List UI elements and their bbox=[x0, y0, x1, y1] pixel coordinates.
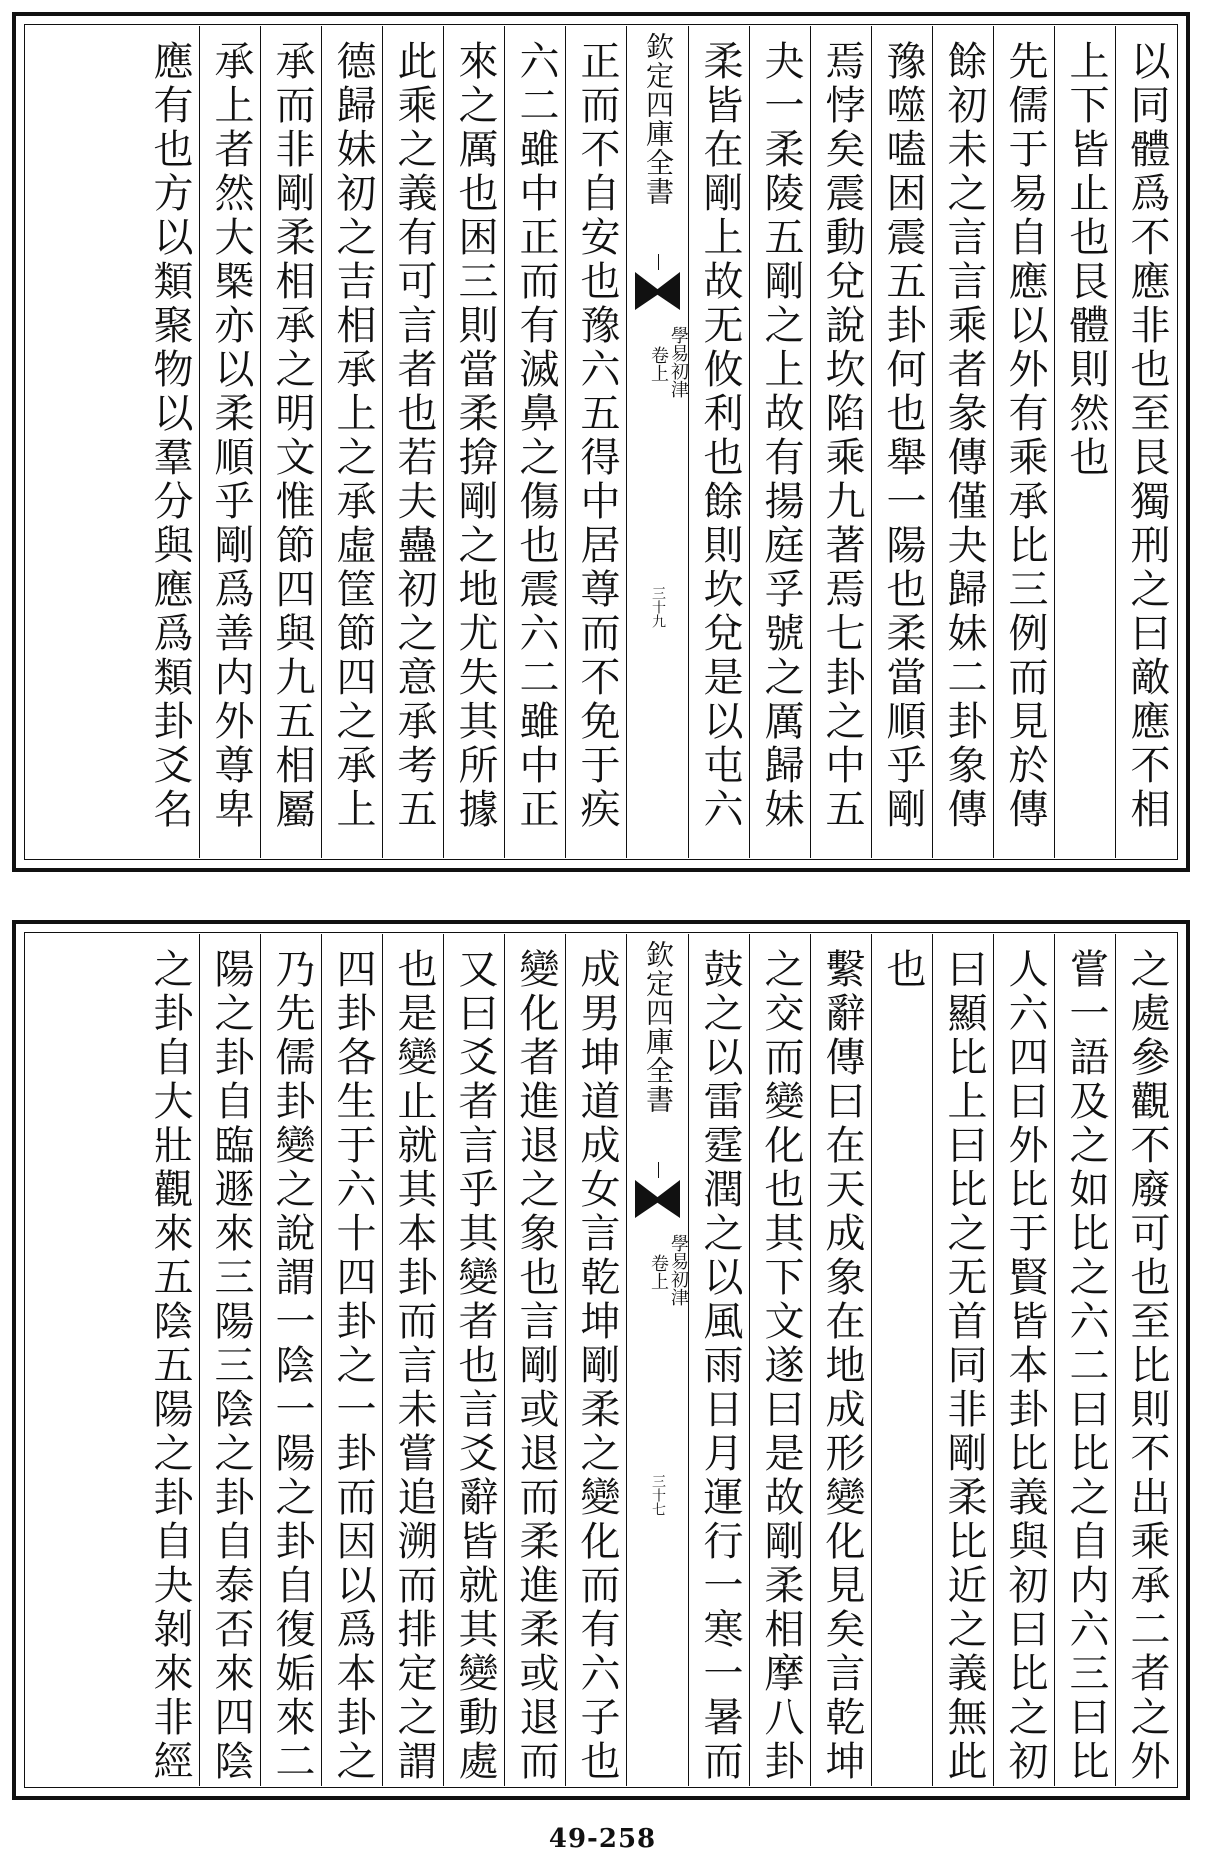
text-column: 上下皆止也艮體則然也 bbox=[1054, 26, 1115, 858]
bottom-page-frame bbox=[12, 920, 1190, 1800]
library-title: 欽定四庫全書 bbox=[642, 32, 675, 206]
text-column: 柔皆在剛上故无攸利也餘則坎兌是以屯六 bbox=[688, 26, 749, 858]
center-fold bbox=[626, 934, 688, 1786]
text-column: 也 bbox=[871, 934, 932, 1786]
fold-line bbox=[658, 254, 659, 270]
text-column: 德歸妹初之吉相承上之承虛筐節四之承上 bbox=[321, 26, 382, 858]
text-column: 成男坤道成女言乾坤剛柔之變化而有六子也 bbox=[565, 934, 626, 1786]
top-page-frame bbox=[12, 12, 1190, 872]
bottom-text-columns bbox=[26, 934, 1176, 1786]
text-column: 之處參觀不廢可也至比則不出乘承二者之外 bbox=[1115, 934, 1176, 1786]
library-title: 欽定四庫全書 bbox=[642, 940, 675, 1114]
text-column: 也是變止就其本卦而言未嘗追溯而排定之謂 bbox=[382, 934, 443, 1786]
text-column: 變化者進退之象也言剛或退而柔進柔或退而 bbox=[504, 934, 565, 1786]
book-title-text: 學易初津 bbox=[668, 326, 689, 398]
text-column: 人六四曰外比于賢皆本卦比義與初曰比之初 bbox=[993, 934, 1054, 1786]
text-column: 夬一柔陵五剛之上故有揚庭孚號之厲歸妹 bbox=[749, 26, 810, 858]
top-text-columns bbox=[26, 26, 1176, 858]
text-column: 之交而變化也其下文遂曰是故剛柔相摩八卦 bbox=[749, 934, 810, 1786]
text-column: 正而不自安也豫六五得中居尊而不免于疾 bbox=[565, 26, 626, 858]
text-column: 乃先儒卦變之說謂一陰一陽之卦自復姤來二 bbox=[260, 934, 321, 1786]
center-fold bbox=[626, 26, 688, 858]
fishtail-mark bbox=[635, 1180, 680, 1218]
text-column: 又曰爻者言乎其變者也言爻辭皆就其變動處 bbox=[443, 934, 504, 1786]
text-column: 之卦自大壯觀來五陰五陽之卦自夬剝來非經 bbox=[147, 948, 193, 1784]
text-column: 應有也方以類聚物以羣分與應爲類卦爻名 bbox=[147, 40, 193, 832]
page-number: 三十七 bbox=[650, 1474, 666, 1516]
text-column: 陽之卦自臨遯來三陽三陰之卦自泰否來四陰 bbox=[199, 934, 260, 1786]
book-title-text: 學易初津 bbox=[668, 1234, 689, 1306]
text-column: 此乘之義有可言者也若夫蠱初之意承考五 bbox=[382, 26, 443, 858]
text-column: 焉悖矣震動兌說坎陷乘九著焉七卦之中五 bbox=[810, 26, 871, 858]
text-column: 承上者然大槩亦以柔順乎剛爲善内外尊卑 bbox=[199, 26, 260, 858]
text-column: 餘初未之言言乘者彖傳僅夬歸妹二卦象傳 bbox=[932, 26, 993, 858]
text-column: 承而非剛柔相承之明文惟節四與九五相屬 bbox=[260, 26, 321, 858]
text-column: 嘗一語及之如比之六二曰比之自内六三曰比 bbox=[1054, 934, 1115, 1786]
fold-line bbox=[658, 1162, 659, 1178]
page-number: 三十九 bbox=[650, 586, 666, 628]
volume-label: 卷上 bbox=[648, 1254, 669, 1290]
footer-page-label: 49-258 bbox=[548, 1824, 657, 1854]
text-column: 先儒于易自應以外有乘承比三例而見於傳 bbox=[993, 26, 1054, 858]
book-title bbox=[627, 326, 688, 398]
text-column: 鼓之以雷霆潤之以風雨日月運行一寒一暑而 bbox=[688, 934, 749, 1786]
volume-label: 卷上 bbox=[648, 346, 669, 382]
text-column: 以同體爲不應非也至艮獨刑之曰敵應不相 bbox=[1115, 26, 1176, 858]
text-column: 豫噬嗑困震五卦何也舉一陽也柔當順乎剛 bbox=[871, 26, 932, 858]
fishtail-mark bbox=[635, 272, 680, 310]
text-column: 繫辭傳曰在天成象在地成形變化見矣言乾坤 bbox=[810, 934, 871, 1786]
text-column: 曰顯比上曰比之无首同非剛柔比近之義無此 bbox=[932, 934, 993, 1786]
text-column: 六二雖中正而有滅鼻之傷也震六二雖中正 bbox=[504, 26, 565, 858]
text-column: 四卦各生于六十四卦之一卦而因以爲本卦之 bbox=[321, 934, 382, 1786]
text-column: 來之厲也困三則當柔揜剛之地尤失其所據 bbox=[443, 26, 504, 858]
book-title bbox=[627, 1234, 688, 1306]
